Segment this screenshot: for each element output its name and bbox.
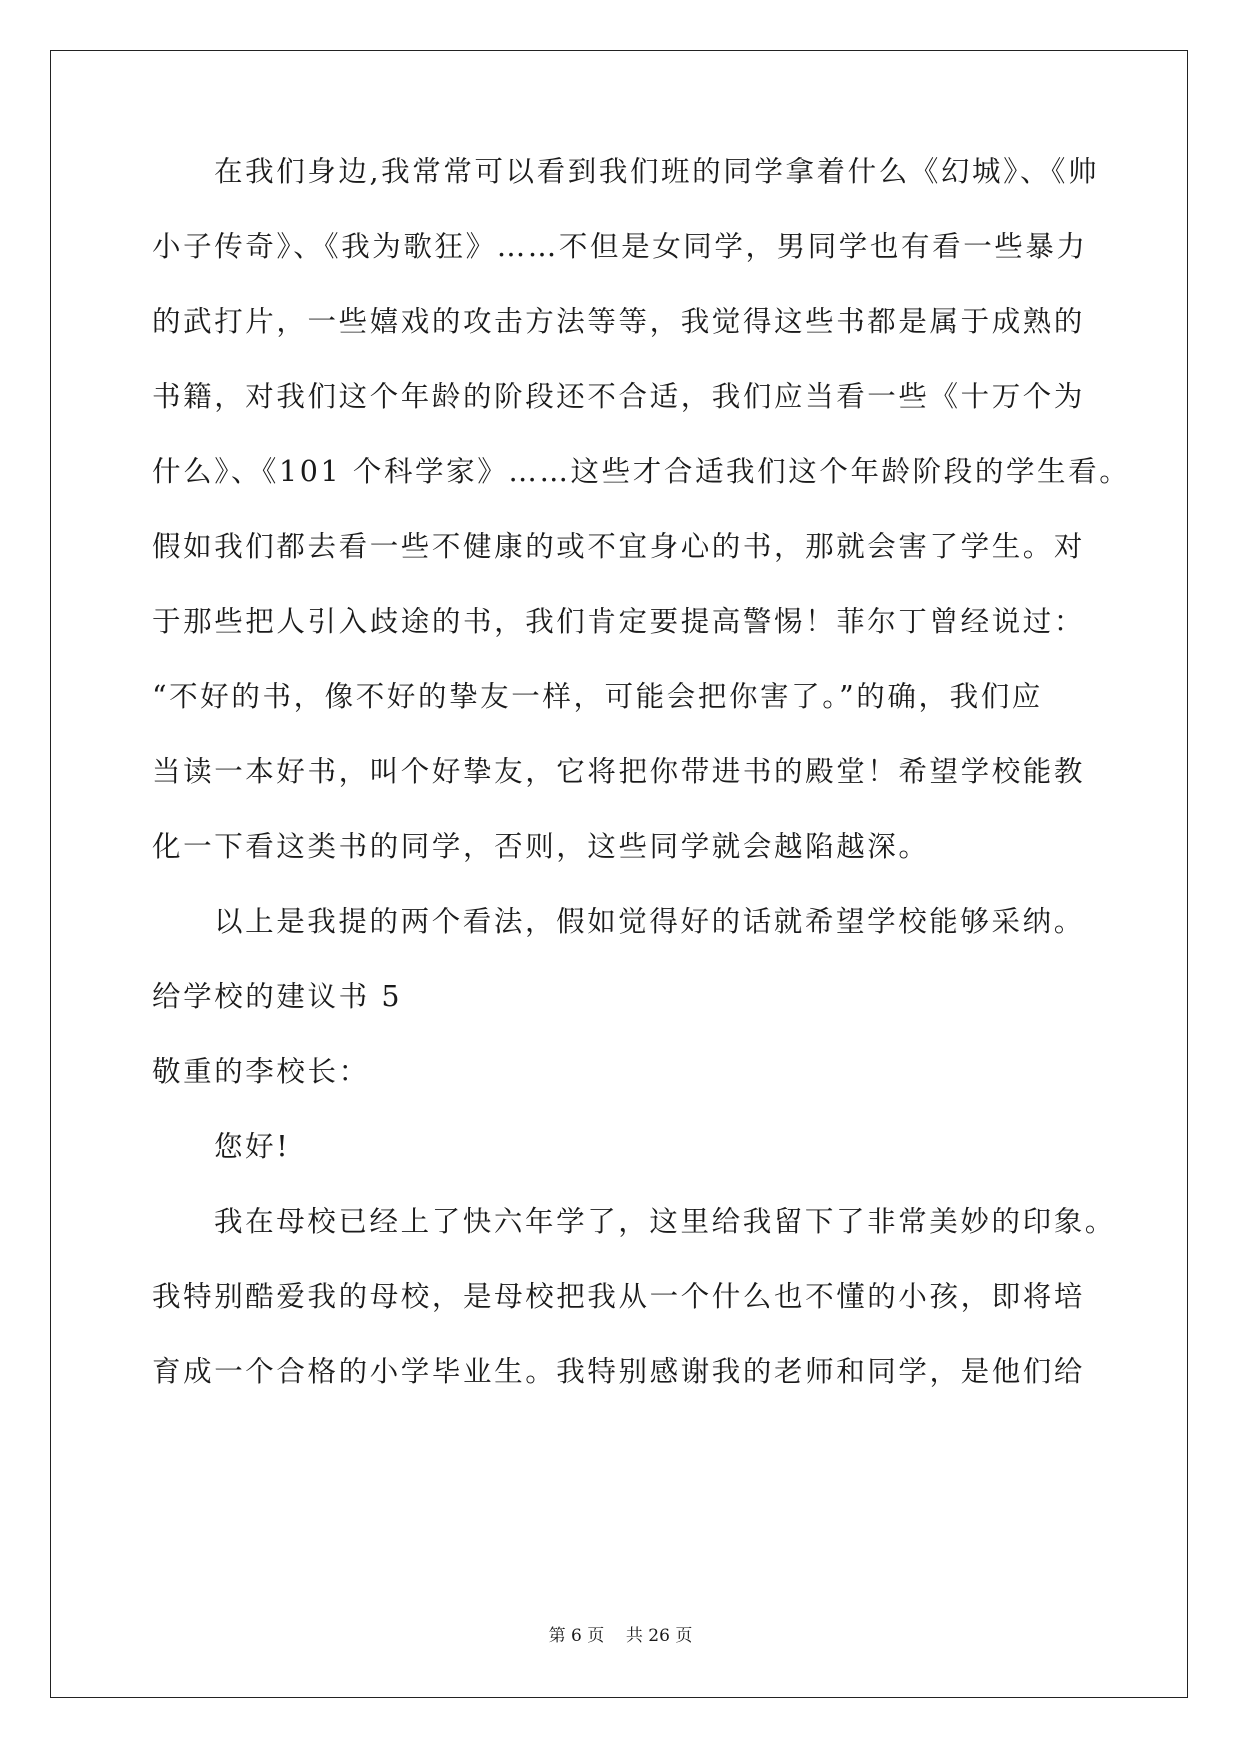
text-line-5: 什么》、《101 个科学家》……这些才合适我们这个年龄阶段的学生看。: [152, 455, 1131, 488]
page-border: [50, 50, 1188, 1698]
text-line-2: 小子传奇》、《我为歌狂》……不但是女同学，男同学也有看一些暴力: [152, 230, 1088, 263]
text-line-9: 当读一本好书，叫个好挚友，它将把你带进书的殿堂！希望学校能教: [152, 755, 1086, 788]
text-line-16: 我特别酷爱我的母校，是母校把我从一个什么也不懂的小孩，即将培: [152, 1280, 1086, 1313]
text-line-10: 化一下看这类书的同学，否则，这些同学就会越陷越深。: [152, 830, 930, 863]
text-line-6: 假如我们都去看一些不健康的或不宜身心的书，那就会害了学生。对: [152, 530, 1086, 563]
text-line-11: 以上是我提的两个看法，假如觉得好的话就希望学校能够采纳。: [214, 905, 1085, 938]
text-line-3: 的武打片，一些嬉戏的攻击方法等等，我觉得这些书都是属于成熟的: [152, 305, 1086, 338]
text-line-7: 于那些把人引入歧途的书，我们肯定要提高警惕！菲尔丁曾经说过：: [152, 605, 1086, 638]
text-line-17: 育成一个合格的小学毕业生。我特别感谢我的老师和同学，是他们给: [152, 1355, 1086, 1388]
section-heading: 给学校的建议书 5: [152, 980, 403, 1013]
text-line-4: 书籍，对我们这个年龄的阶段还不合适，我们应当看一些《十万个为: [152, 380, 1086, 413]
text-line-1: 在我们身边,我常常可以看到我们班的同学拿着什么《幻城》、《帅: [214, 155, 1100, 188]
text-line-8: “不好的书，像不好的挚友一样，可能会把你害了。”的确，我们应: [152, 680, 1043, 713]
salutation: 敬重的李校长：: [152, 1055, 370, 1088]
page-number-footer: 第 6 页 共 26 页: [548, 1626, 693, 1646]
text-line-15: 我在母校已经上了快六年学了，这里给我留下了非常美妙的印象。: [214, 1205, 1116, 1238]
greeting: 您好!: [214, 1130, 291, 1163]
